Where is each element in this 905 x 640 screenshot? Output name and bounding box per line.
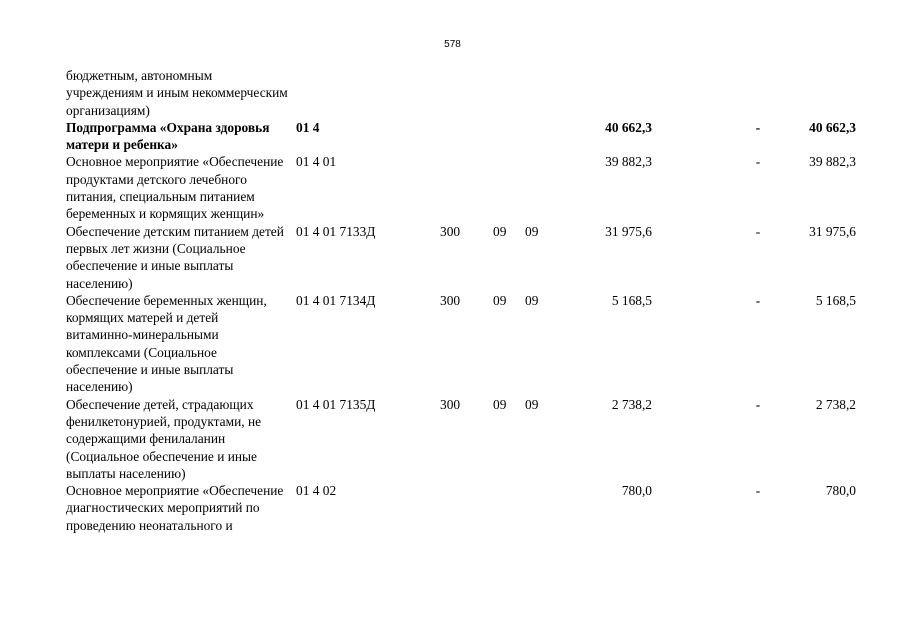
row-pr: 09 — [525, 396, 539, 412]
row-name: Обеспечение детским питанием детей первых лет жизни (Социальное обеспечение и иные выплаты населению) — [66, 223, 284, 291]
row-code: 01 4 — [296, 119, 320, 135]
row-name: Подпрограмма «Охрана здоровья матери и ребенка» — [66, 119, 270, 153]
row-code: 01 4 02 — [296, 483, 337, 499]
row-change: - — [755, 483, 761, 499]
row-code: 01 4 01 7135Д — [296, 396, 376, 412]
table-row — [66, 482, 866, 534]
row-vr: 300 — [440, 396, 461, 412]
row-code: 01 4 01 7134Д — [296, 292, 376, 308]
row-sum-approved: 40 662,3 — [605, 119, 652, 135]
row-sum-approved: 39 882,3 — [605, 154, 652, 170]
row-code: 01 4 01 — [296, 154, 337, 170]
row-sum-approved: 31 975,6 — [605, 223, 652, 239]
budget-table — [66, 67, 866, 534]
row-rz: 09 — [493, 396, 507, 412]
row-name: Обеспечение беременных женщин, кормящих матерей и детей витаминно-минеральными комплексами (Социальное обеспечение и иные выплаты населению) — [66, 292, 267, 395]
row-sum-total: 5 168,5 — [815, 292, 856, 308]
row-code: 01 4 01 7133Д — [296, 223, 376, 239]
table-row — [66, 396, 866, 482]
row-sum-total: 31 975,6 — [809, 223, 856, 239]
row-name: бюджетным, автономным учреждениям и иным некоммерческим организациям) — [66, 68, 288, 118]
table-row — [66, 67, 866, 119]
row-change: - — [755, 154, 761, 170]
row-pr: 09 — [525, 223, 539, 239]
row-change: - — [755, 119, 761, 135]
table-row — [66, 119, 866, 154]
row-name: Основное мероприятие «Обеспечение продуктами детского лечебного питания, специальным питанием беременных и кормящих женщин» — [66, 154, 284, 222]
table-row — [66, 223, 866, 292]
row-pr: 09 — [525, 292, 539, 308]
row-vr: 300 — [440, 223, 461, 239]
row-change: - — [755, 396, 761, 412]
page-number: 578 — [444, 39, 461, 50]
row-sum-approved: 780,0 — [621, 483, 652, 499]
row-rz: 09 — [493, 292, 507, 308]
row-sum-approved: 2 738,2 — [611, 396, 652, 412]
row-sum-approved: 5 168,5 — [611, 292, 652, 308]
row-sum-total: 780,0 — [825, 483, 856, 499]
table-row — [66, 153, 866, 222]
row-rz: 09 — [493, 223, 507, 239]
row-name: Обеспечение детей, страдающих фенилкетонурией, продуктами, не содержащими фенилаланин (Социальное обеспечение и иные выплаты населению) — [66, 396, 262, 481]
row-change: - — [755, 292, 761, 308]
row-sum-total: 2 738,2 — [815, 396, 856, 412]
row-change: - — [755, 223, 761, 239]
row-name: Основное мероприятие «Обеспечение диагностических мероприятий по проведению неонатального и — [66, 483, 284, 533]
row-sum-total: 39 882,3 — [809, 154, 856, 170]
row-sum-total: 40 662,3 — [809, 119, 856, 135]
row-vr: 300 — [440, 292, 461, 308]
table-row — [66, 292, 866, 396]
